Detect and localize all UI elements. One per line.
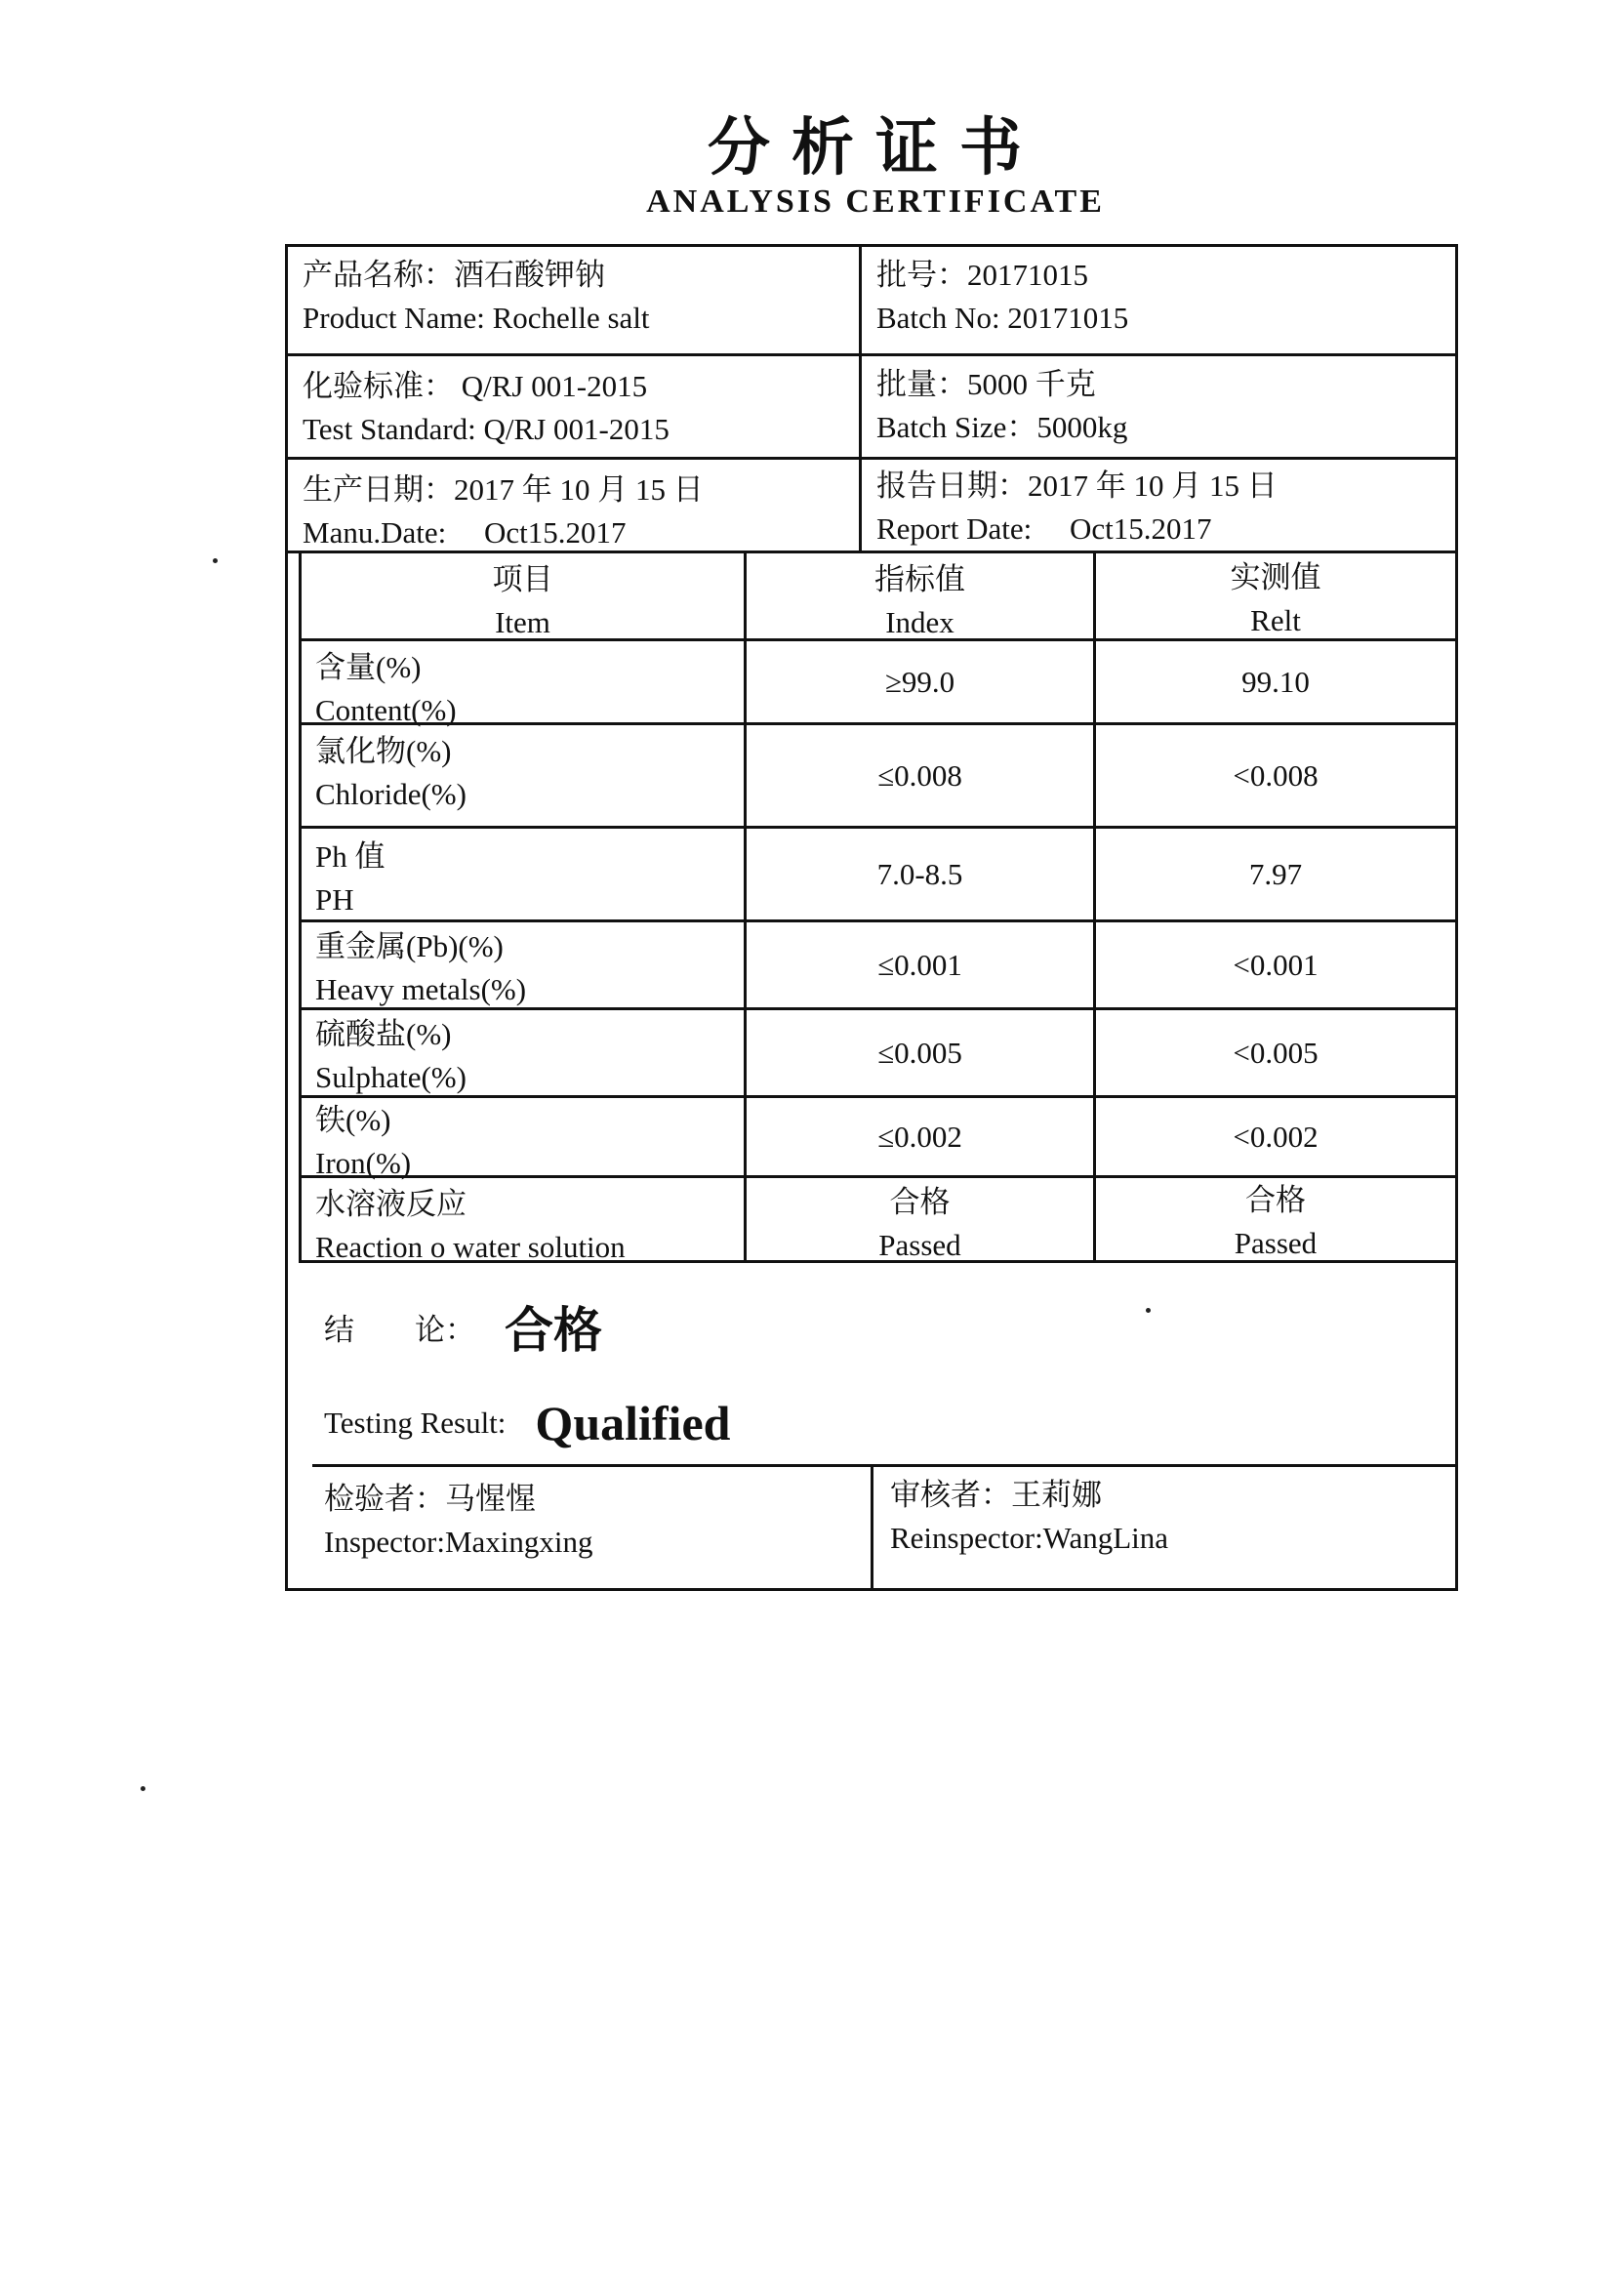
row-item-cn: 铁(%)	[315, 1103, 391, 1137]
manu-date-en: Manu.Date: Oct15.2017	[303, 515, 627, 550]
manu-date-cn: 生产日期：2017 年 10 月 15 日	[303, 472, 704, 507]
header-result-cn: 实测值	[1230, 560, 1321, 594]
table-row-result	[1096, 1173, 1455, 1271]
row-result-en: Passed	[1234, 1226, 1318, 1260]
row-item-cn: 硫酸盐(%)	[315, 1017, 452, 1051]
scan-speck	[1146, 1308, 1151, 1313]
batch-size-cell	[863, 357, 1454, 455]
table-row-item	[302, 1177, 744, 1275]
report-date-cn: 报告日期：2017 年 10 月 15 日	[876, 469, 1278, 503]
inspector-en: Inspector:Maxingxing	[324, 1525, 593, 1559]
row-item-en: Reaction o water solution	[315, 1230, 626, 1264]
test-standard-en: Test Standard: Q/RJ 001-2015	[303, 412, 670, 446]
table-row-result: <0.001	[1233, 947, 1319, 982]
header-index-cn: 指标值	[874, 562, 965, 596]
row-item-cn: 含量(%)	[315, 650, 422, 684]
table-row-index: ≤0.002	[877, 1119, 962, 1154]
title-chinese: 分析证书	[708, 112, 1043, 184]
manu-date-cell	[289, 463, 859, 560]
row-index-cn: 合格	[889, 1185, 951, 1219]
report-date-en: Report Date: Oct15.2017	[876, 511, 1212, 546]
scan-speck	[141, 1786, 145, 1791]
product-name-cell	[289, 248, 859, 346]
table-row-item	[302, 1093, 744, 1191]
conclusion-value-en: Qualified	[535, 1396, 731, 1450]
scan-speck	[213, 558, 218, 563]
row-item-cn: 氯化物(%)	[315, 734, 452, 768]
test-standard-cell	[289, 359, 859, 457]
product-name-en: Product Name: Rochelle salt	[303, 301, 650, 335]
row-item-cn: 重金属(Pb)(%)	[315, 929, 504, 963]
row-item-en: PH	[315, 882, 354, 917]
table-row-result: <0.005	[1233, 1035, 1319, 1070]
product-name-cn: 产品名称：酒石酸钾钠	[303, 258, 605, 292]
row-item-en: Heavy metals(%)	[315, 972, 527, 1006]
conclusion-en	[310, 1396, 1091, 1450]
header-item	[302, 552, 744, 650]
table-row-index: ≤0.008	[877, 757, 962, 793]
table-row-result: <0.002	[1233, 1119, 1319, 1154]
header-result-en: Relt	[1250, 603, 1301, 637]
header-index	[747, 552, 1093, 650]
header-item-en: Item	[495, 605, 550, 639]
header-result	[1096, 551, 1455, 648]
table-row-result: <0.008	[1233, 757, 1319, 793]
batch-no-cell	[863, 248, 1454, 346]
table-row-item	[302, 1007, 744, 1105]
batch-no-en: Batch No: 20171015	[876, 301, 1129, 335]
reinspector-cn: 审核者：王莉娜	[890, 1478, 1102, 1512]
table-row-index: ≥99.0	[884, 664, 955, 699]
report-date-cell	[863, 459, 1454, 556]
row-result-cn: 合格	[1245, 1183, 1306, 1217]
table-row-result: 99.10	[1241, 664, 1310, 699]
header-item-cn: 项目	[492, 562, 553, 596]
table-row-index: ≤0.001	[877, 947, 962, 982]
conclusion-label-cn: 结 论：	[324, 1313, 475, 1347]
row-item-en: Iron(%)	[315, 1146, 412, 1180]
table-row-item	[302, 830, 744, 927]
title-english: ANALYSIS CERTIFICATE	[646, 184, 1105, 220]
row-item-en: Content(%)	[315, 693, 457, 727]
table-row-index: ≤0.005	[877, 1035, 962, 1070]
table-row-result: 7.97	[1248, 856, 1303, 891]
inspector-cell	[310, 1472, 867, 1570]
batch-size-cn: 批量：5000 千克	[876, 367, 1096, 401]
row-item-en: Chloride(%)	[315, 777, 467, 811]
reinspector-en: Reinspector:WangLina	[890, 1521, 1169, 1555]
row-item-cn: 水溶液反应	[315, 1187, 467, 1221]
row-item-cn: Ph 值	[315, 839, 386, 874]
row-item-en: Sulphate(%)	[315, 1060, 467, 1094]
conclusion-cn	[310, 1303, 1091, 1358]
header-index-en: Index	[885, 605, 954, 639]
inspector-cn: 检验者：马惺惺	[324, 1482, 536, 1516]
table-row-item	[302, 919, 744, 1017]
row-index-en: Passed	[878, 1228, 961, 1262]
reinspector-cell	[876, 1468, 1454, 1566]
table-row-index: 7.0-8.5	[876, 856, 963, 891]
table-row-index	[747, 1175, 1093, 1273]
table-row-item	[302, 640, 744, 738]
conclusion-label-en: Testing Result:	[324, 1406, 507, 1440]
table-row-item	[302, 724, 744, 822]
test-standard-cn: 化验标准： Q/RJ 001-2015	[303, 369, 648, 403]
batch-no-cn: 批号：20171015	[876, 258, 1088, 292]
conclusion-value-cn: 合格	[505, 1303, 602, 1358]
batch-size-en: Batch Size：5000kg	[876, 410, 1128, 444]
